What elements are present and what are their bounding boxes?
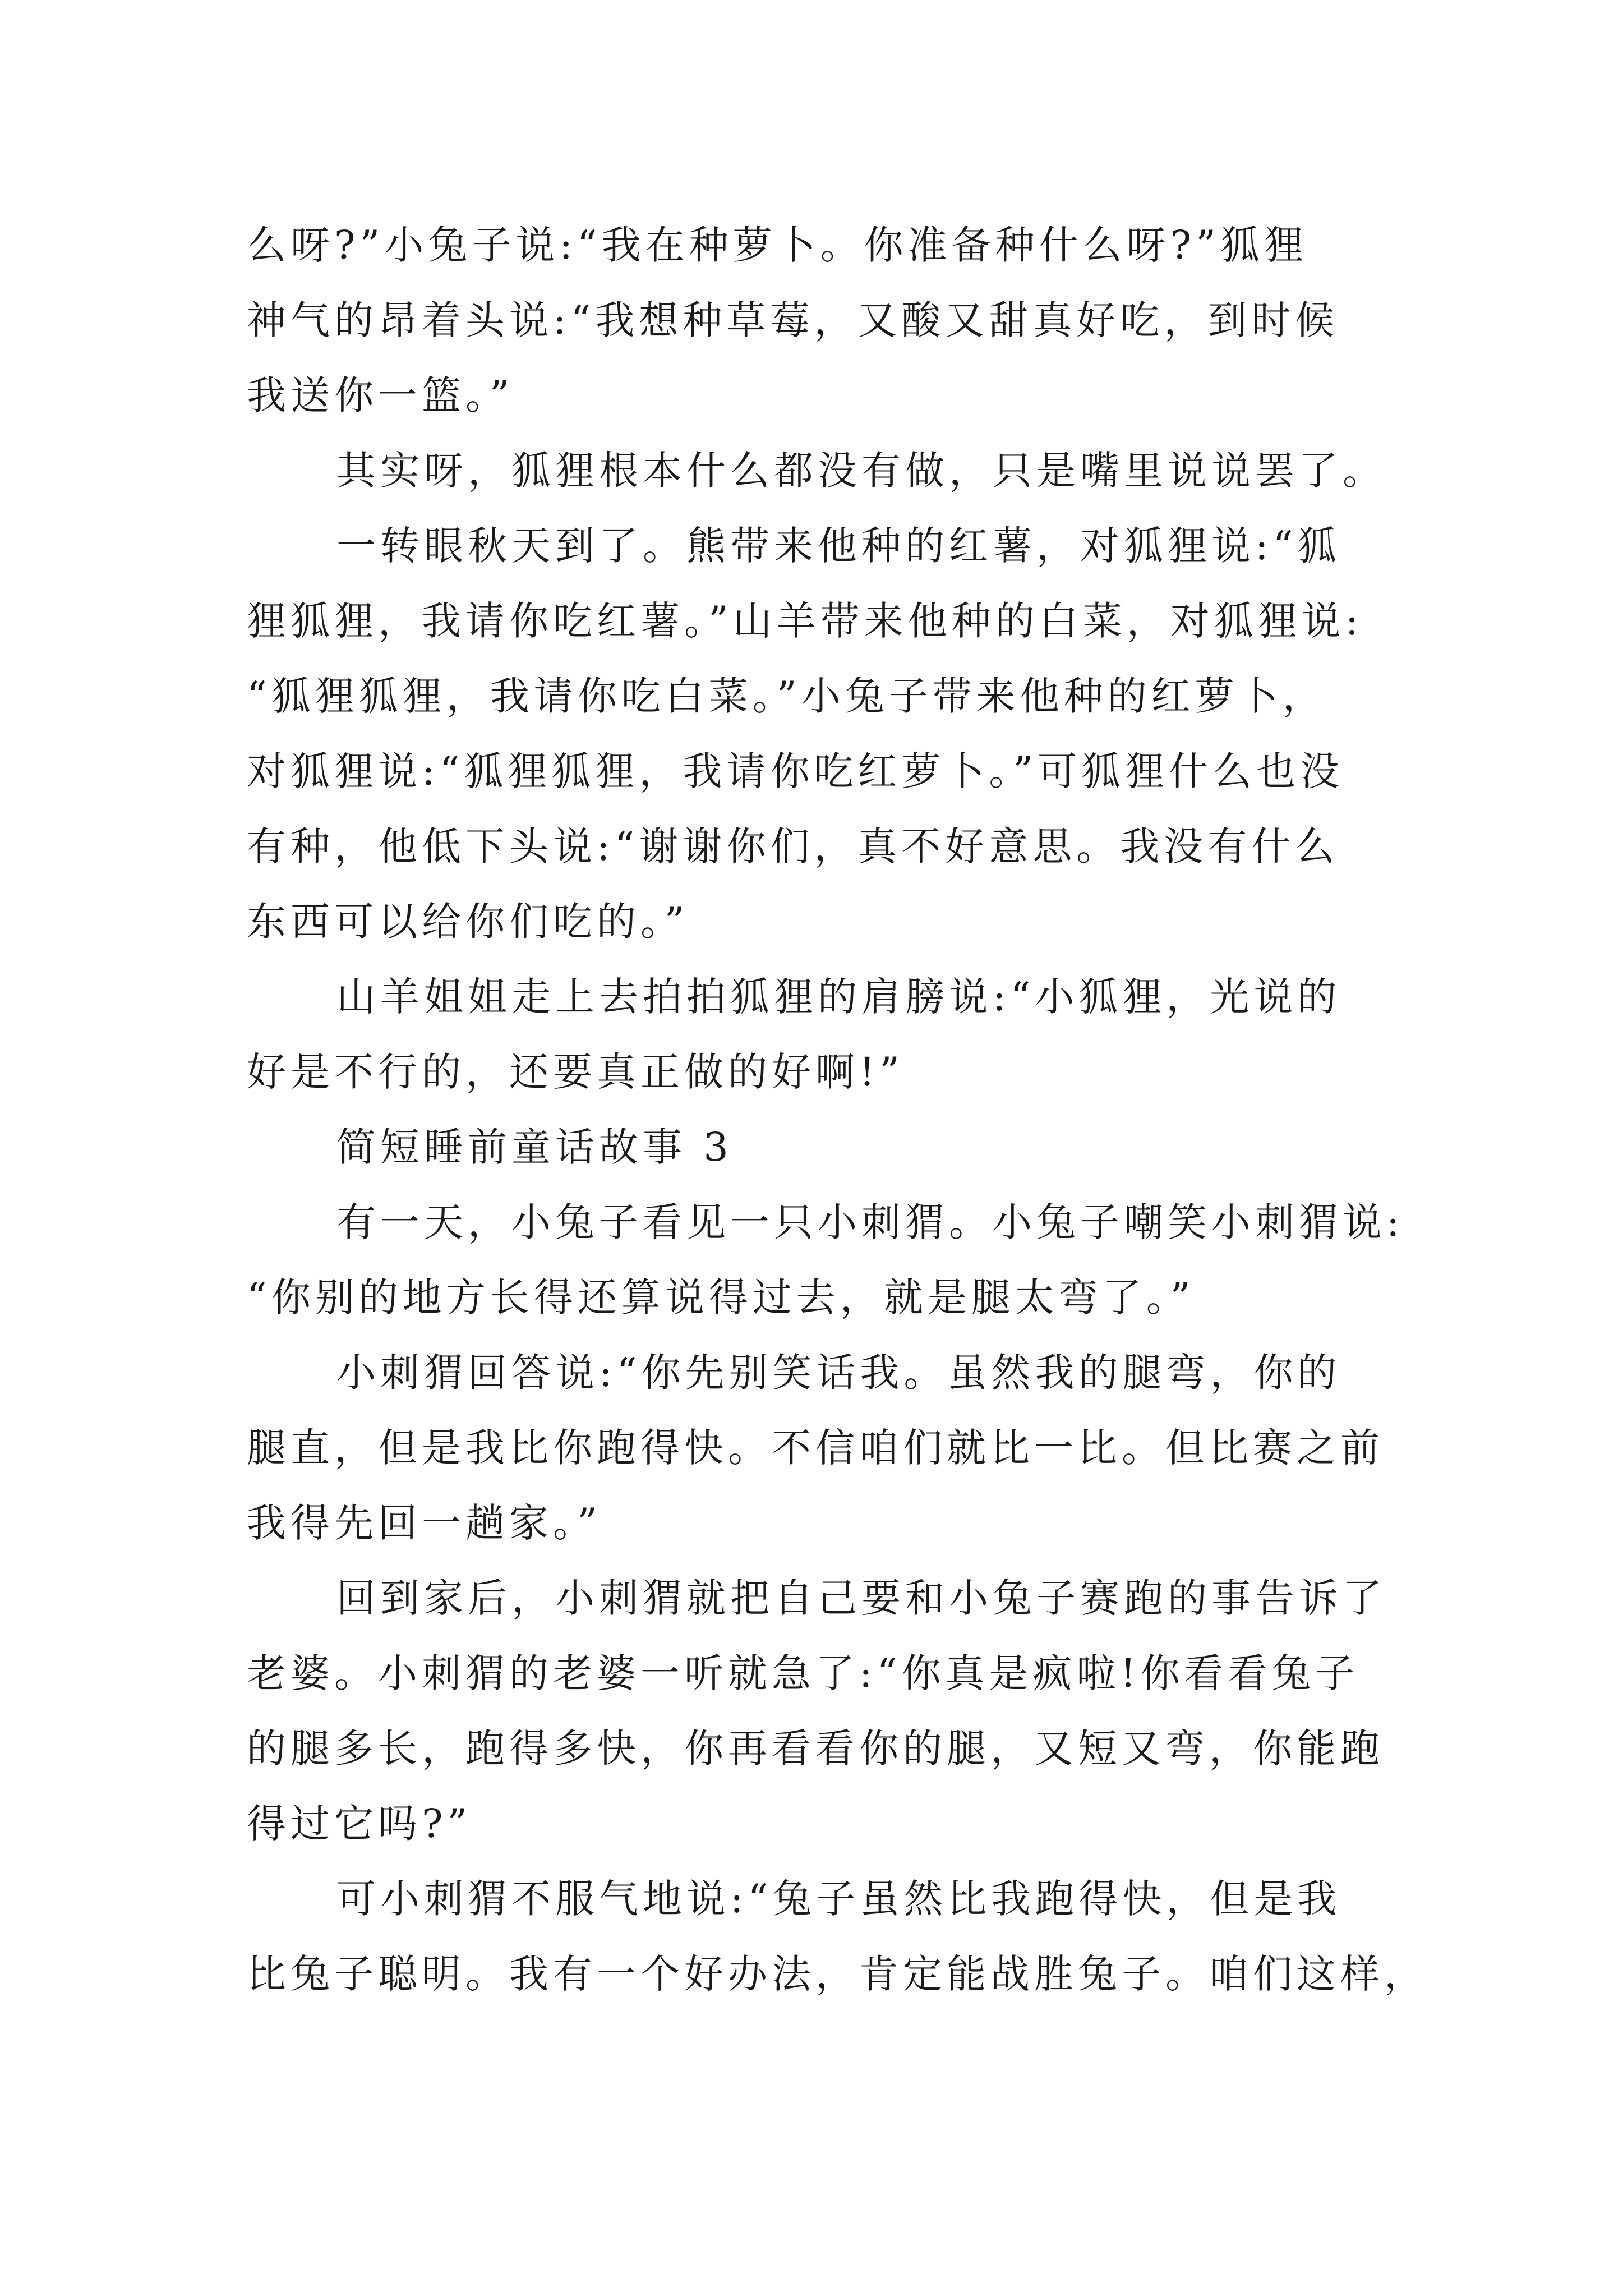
text-line: 一转眼秋天到了。熊带来他种的红薯，对狐狸说:“狐 (336, 523, 1341, 569)
text-line: 我得先回一趟家。” (247, 1500, 602, 1546)
text-line: 么呀?”小兔子说:“我在种萝卜。你准备种什么呀?”狐狸 (247, 222, 1308, 268)
text-line: 山羊姐姐走上去拍拍狐狸的肩膀说:“小狐狸，光说的 (336, 974, 1341, 1020)
text-line: 神气的昂着头说:“我想种草莓，又酸又甜真好吃，到时候 (247, 297, 1339, 343)
text-line: 得过它吗?” (247, 1801, 472, 1847)
text-line: 腿直，但是我比你跑得快。不信咱们就比一比。但比赛之前 (247, 1425, 1384, 1471)
text-line: 狸狐狸，我请你吃红薯。”山羊带来他种的白菜，对狐狸说: (247, 598, 1363, 644)
text-line: “你别的地方长得还算说得过去，就是腿太弯了。” (247, 1274, 1195, 1320)
text-line: 老婆。小刺猬的老婆一听就急了:“你真是疯啦!你看看兔子 (247, 1650, 1359, 1696)
story-text (247, 208, 1428, 2012)
text-line: 东西可以给你们吃的。” (247, 899, 689, 945)
text-line: 比兔子聪明。我有一个好办法，肯定能战胜兔子。咱们这样， (247, 1951, 1428, 1997)
text-line: 有种，他低下头说:“谢谢你们，真不好意思。我没有什么 (247, 823, 1339, 869)
text-line: 可小刺猬不服气地说:“兔子虽然比我跑得快，但是我 (336, 1876, 1341, 1922)
text-line: 对狐狸说:“狐狸狐狸，我请你吃红萝卜。”可狐狸什么也没 (247, 748, 1344, 794)
text-line: 的腿多长，跑得多快，你再看看你的腿，又短又弯，你能跑 (247, 1726, 1384, 1772)
text-line: 我送你一篮。” (247, 372, 514, 418)
text-line: “狐狸狐狸，我请你吃白菜。”小兔子带来他种的红萝卜， (247, 673, 1326, 719)
text-line: 小刺猬回答说:“你先别笑话我。虽然我的腿弯，你的 (336, 1350, 1341, 1396)
text-line: 回到家后，小刺猬就把自己要和小兔子赛跑的事告诉了 (336, 1575, 1386, 1621)
text-line: 有一天，小兔子看见一只小刺猬。小兔子嘲笑小刺猬说: (336, 1199, 1404, 1245)
text-line: 其实呀，狐狸根本什么都没有做，只是嘴里说说罢了。 (336, 448, 1386, 494)
section-heading: 简短睡前童话故事 3 (336, 1124, 733, 1170)
text-line: 好是不行的，还要真正做的好啊!” (247, 1049, 904, 1095)
